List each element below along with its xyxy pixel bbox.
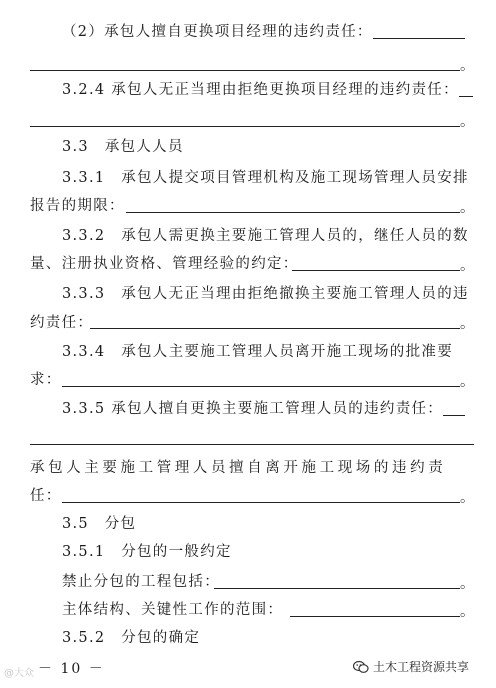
watermark-text: @大众 — [4, 668, 34, 679]
fill-blank[interactable] — [443, 401, 465, 416]
fill-blank[interactable] — [459, 82, 473, 97]
clause-text: 约责任： — [30, 315, 94, 331]
fill-rule[interactable] — [214, 588, 460, 589]
section-heading-3-5: 3.5 分包 — [62, 516, 137, 532]
clause-3-3-3: 3.3.3 承包人无正当理由拒绝撤换主要施工管理人员的违 — [62, 286, 469, 302]
end-mark: 。 — [460, 58, 475, 74]
page-number: － 10 － — [38, 661, 105, 677]
brand-name: 土木工程资源共享 — [373, 660, 470, 674]
section-heading-3-3: 3.3 承包人人员 — [62, 139, 184, 155]
clause-3-3-4-cont — [30, 370, 62, 390]
fill-rule[interactable] — [90, 328, 460, 329]
fill-rule[interactable] — [62, 502, 460, 503]
clause-unauthorized-leave-cont — [30, 486, 62, 506]
clause-text: 3.3.5 承包人擅自更换主要施工管理人员的违约责任： — [62, 401, 444, 417]
end-mark: 。 — [460, 316, 475, 332]
clause-3-3-3-cont — [30, 313, 93, 333]
fill-rule[interactable] — [292, 270, 460, 271]
fill-blank[interactable] — [373, 24, 465, 39]
fill-rule[interactable] — [30, 126, 460, 127]
clause-text: （2）承包人擅自更换项目经理的违约责任： — [62, 24, 373, 40]
clause-text: 主体结构、关键性工作的范围： — [62, 602, 284, 618]
prohibited-subcontract-line — [62, 572, 220, 592]
clause-text: 任： — [30, 488, 62, 504]
end-mark: 。 — [460, 490, 475, 506]
fill-rule[interactable] — [290, 616, 460, 617]
clause-3-5-2: 3.5.2 分包的确定 — [62, 630, 201, 646]
brand-badge — [350, 656, 472, 677]
clause-3-3-1-cont — [30, 196, 125, 216]
clause-3-3-2-cont — [30, 254, 299, 274]
wechat-icon — [353, 660, 369, 674]
end-mark: 。 — [460, 114, 475, 130]
end-mark: 。 — [460, 200, 475, 216]
end-mark: 。 — [460, 374, 475, 390]
end-mark: 。 — [460, 576, 475, 592]
fill-rule[interactable] — [62, 386, 460, 387]
clause-unauthorized-leave: 承包人主要施工管理人员擅自离开施工现场的违约责 — [30, 460, 447, 476]
clause-text: 报告的期限： — [30, 198, 125, 214]
clause-text: 3.2.4 承包人无正当理由拒绝更换项目经理的违约责任： — [62, 82, 459, 98]
end-mark: 。 — [460, 258, 475, 274]
clause-3-3-2: 3.3.2 承包人需更换主要施工管理人员的，继任人员的数 — [62, 228, 469, 244]
fill-rule[interactable] — [30, 444, 474, 445]
end-mark: 。 — [460, 604, 475, 620]
clause-text: 求： — [30, 372, 62, 388]
clause-2-line — [62, 22, 465, 42]
fill-rule[interactable] — [126, 212, 460, 213]
clause-text: 量、注册执业资格、管理经验的约定： — [30, 256, 299, 272]
clause-3-2-4 — [62, 80, 473, 100]
clause-text: 禁止分包的工程包括： — [62, 574, 220, 590]
fill-rule[interactable] — [30, 70, 460, 71]
clause-3-3-5 — [62, 399, 465, 419]
clause-3-3-1: 3.3.1 承包人提交项目管理机构及施工现场管理人员安排 — [62, 170, 469, 186]
key-work-scope-line — [62, 600, 283, 620]
clause-3-5-1: 3.5.1 分包的一般约定 — [62, 544, 232, 560]
clause-3-3-4: 3.3.4 承包人主要施工管理人员离开施工现场的批准要 — [62, 344, 453, 360]
